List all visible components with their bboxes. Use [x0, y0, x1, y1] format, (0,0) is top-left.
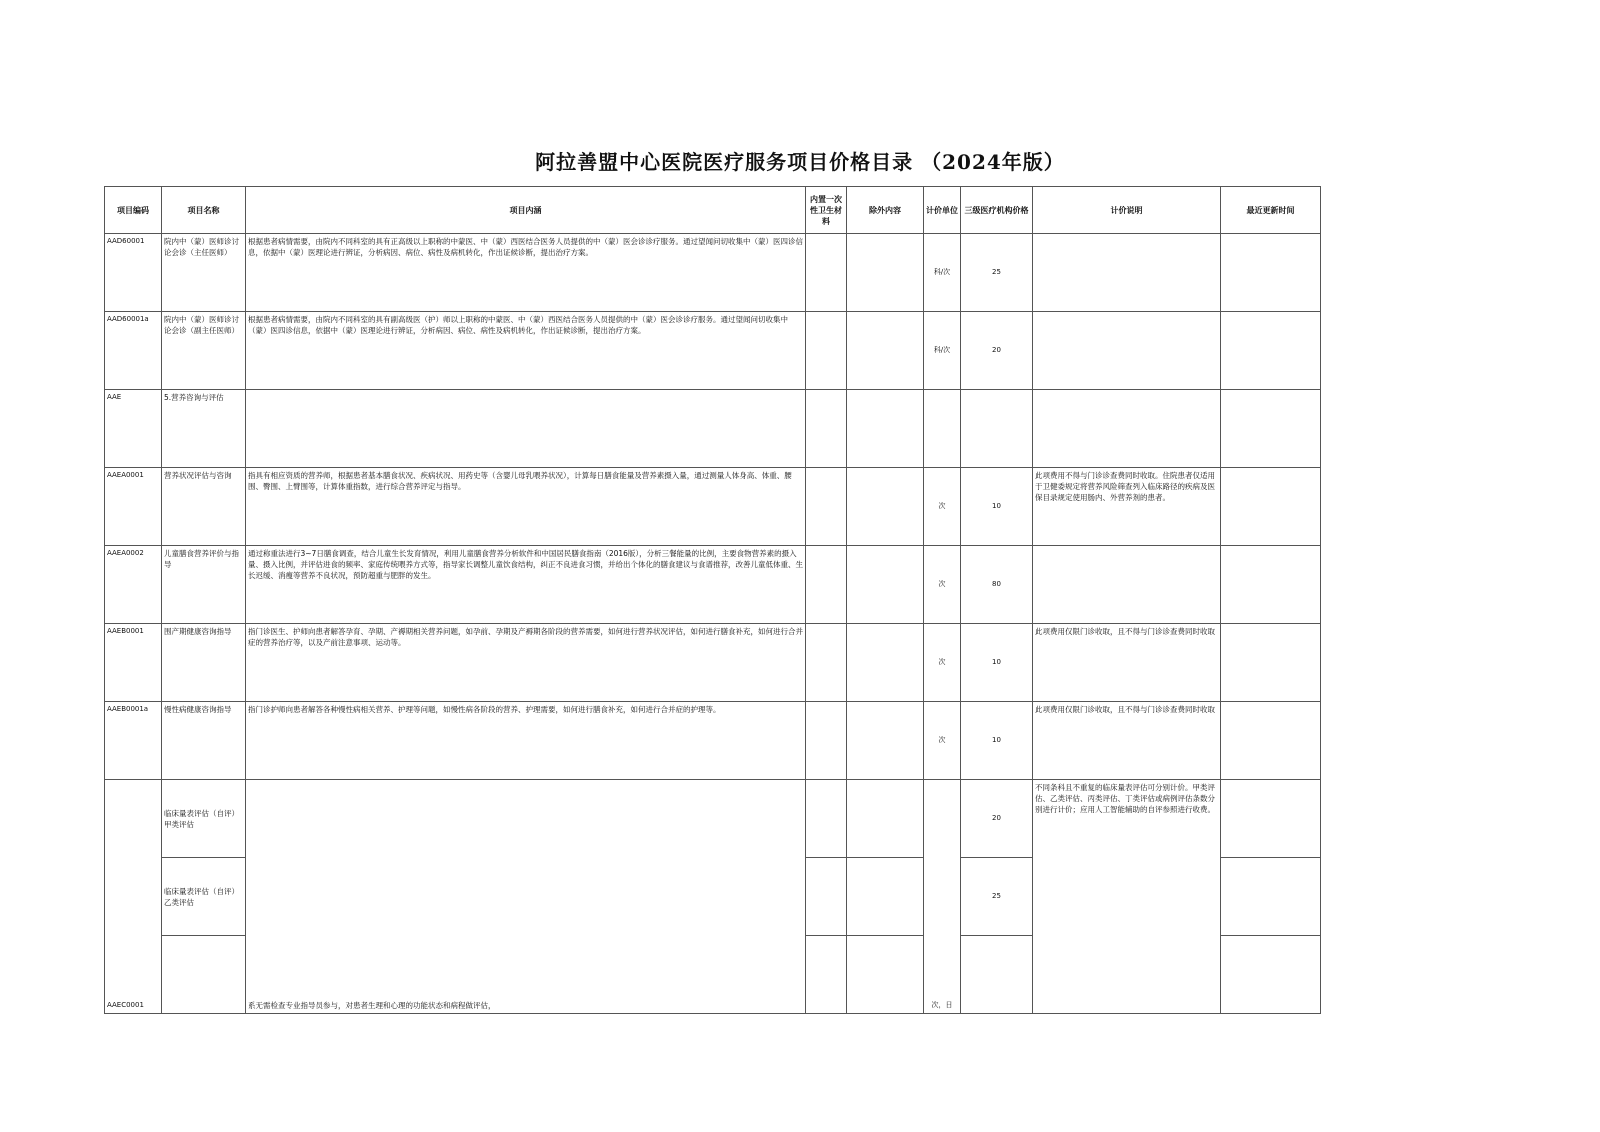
col-header-price: 三级医疗机构价格 — [961, 187, 1033, 234]
cell-material — [806, 702, 847, 780]
table-row — [105, 780, 1321, 858]
cell-price: 25 — [961, 858, 1033, 936]
col-header-content: 项目内涵 — [246, 187, 806, 234]
cell-name — [162, 936, 246, 1014]
cell-content: 系无需检查专业指导员参与，对患者生理和心理的功能状态和病程做评估， — [246, 780, 806, 1014]
cell-code: AAD60001a — [105, 312, 162, 390]
cell-note: 此项费用仅限门诊收取，且不得与门诊诊查费同时收取 — [1033, 702, 1221, 780]
cell-material — [806, 234, 847, 312]
cell-name: 临床量表评估（自评）甲类评估 — [162, 780, 246, 858]
cell-exclusion — [847, 312, 924, 390]
table-row — [105, 234, 1321, 312]
cell-material — [806, 468, 847, 546]
cell-content: 指门诊医生、护师向患者解答孕育、孕期、产褥期相关营养问题，如孕前、孕期及产褥期各阶段的营养需要，如何进行营养状况评估，如何进行膳食补充，如何进行合并症的营养治疗等，以及产前注意事项、运动等。 — [246, 624, 806, 702]
cell-name: 儿童膳食营养评价与指导 — [162, 546, 246, 624]
cell-note: 不同条科且不重复的临床量表评估可分别计价。甲类评估、乙类评估、丙类评估、丁类评估或病例评估条数分别进行计价；应用人工智能辅助的自评参照进行收费。 — [1033, 780, 1221, 1014]
cell-code: AAE — [105, 390, 162, 468]
cell-exclusion — [847, 468, 924, 546]
table-row — [105, 702, 1321, 780]
cell-name: 慢性病健康咨询指导 — [162, 702, 246, 780]
cell-updated — [1221, 780, 1321, 858]
cell-updated — [1221, 312, 1321, 390]
col-header-material: 内置一次性卫生材料 — [806, 187, 847, 234]
cell-price — [961, 390, 1033, 468]
cell-unit: 科/次 — [924, 234, 961, 312]
cell-note — [1033, 390, 1221, 468]
cell-exclusion — [847, 780, 924, 858]
cell-material — [806, 780, 847, 858]
col-header-name: 项目名称 — [162, 187, 246, 234]
cell-unit — [924, 390, 961, 468]
header-row — [105, 187, 1321, 234]
cell-updated — [1221, 390, 1321, 468]
cell-note: 此项费用仅限门诊收取，且不得与门诊诊查费同时收取 — [1033, 624, 1221, 702]
cell-name: 临床量表评估（自评）乙类评估 — [162, 858, 246, 936]
cell-unit: 次 — [924, 546, 961, 624]
cell-exclusion — [847, 702, 924, 780]
cell-note — [1033, 234, 1221, 312]
cell-price: 10 — [961, 702, 1033, 780]
cell-unit: 次 — [924, 624, 961, 702]
col-header-unit: 计价单位 — [924, 187, 961, 234]
cell-note: 此项费用不得与门诊诊查费同时收取。住院患者仅适用于卫健委规定将营养风险筛查列入临床路径的疾病及医保目录规定使用肠内、外营养剂的患者。 — [1033, 468, 1221, 546]
cell-price: 10 — [961, 468, 1033, 546]
cell-note — [1033, 546, 1221, 624]
cell-updated — [1221, 858, 1321, 936]
cell-name: 院内中（蒙）医师诊讨论会诊（主任医师） — [162, 234, 246, 312]
cell-updated — [1221, 624, 1321, 702]
cell-unit: 次，日 — [924, 780, 961, 1014]
table-row — [105, 390, 1321, 468]
cell-updated — [1221, 702, 1321, 780]
cell-material — [806, 546, 847, 624]
table-row — [105, 312, 1321, 390]
cell-updated — [1221, 468, 1321, 546]
cell-unit: 科/次 — [924, 312, 961, 390]
cell-price — [961, 936, 1033, 1014]
cell-content: 指具有相应资质的营养师，根据患者基本膳食状况、疾病状况、用药史等（含婴儿母乳喂养状况），计算每日膳食能量及营养素摄入量，通过测量人体身高、体重、腰围、臀围、上臂围等，计算体重指数，进行综合营养评定与指导。 — [246, 468, 806, 546]
document-title: 阿拉善盟中心医院医疗服务项目价格目录 （2024年版） — [535, 150, 1065, 174]
col-header-exclusion: 除外内容 — [847, 187, 924, 234]
col-header-note: 计价说明 — [1033, 187, 1221, 234]
col-header-code: 项目编码 — [105, 187, 162, 234]
cell-material — [806, 390, 847, 468]
cell-code: AAEA0001 — [105, 468, 162, 546]
cell-code: AAEC0001 — [105, 780, 162, 1014]
cell-material — [806, 624, 847, 702]
cell-price: 20 — [961, 312, 1033, 390]
cell-content: 根据患者病情需要，由院内不同科室的具有正高级以上职称的中蒙医、中（蒙）西医结合医务人员提供的中（蒙）医会诊诊疗服务。通过望闻问切收集中（蒙）医四诊信息，依据中（蒙）医理论进行辨证，分析病因、病位、病性及病机转化，作出证候诊断，提出治疗方案。 — [246, 234, 806, 312]
cell-exclusion — [847, 624, 924, 702]
cell-material — [806, 312, 847, 390]
table-row — [105, 546, 1321, 624]
cell-updated — [1221, 936, 1321, 1014]
table-row — [105, 624, 1321, 702]
cell-exclusion — [847, 234, 924, 312]
cell-content: 通过称重法进行3~7日膳食调查，结合儿童生长发育情况，利用儿童膳食营养分析软件和中国居民膳食指南（2016版），分析三餐能量的比例，主要食物营养素的摄入量、摄入比例，并评估进食的频率、家庭传统喂养方式等，指导家长调整儿童饮食结构，纠正不良进食习惯，并给出个体化的膳食建议与食谱推荐，改善儿童低体重、生长迟缓、消瘦等营养不良状况，预防超重与肥胖的发生。 — [246, 546, 806, 624]
cell-exclusion — [847, 858, 924, 936]
cell-unit: 次 — [924, 702, 961, 780]
cell-material — [806, 936, 847, 1014]
cell-exclusion — [847, 936, 924, 1014]
cell-exclusion — [847, 546, 924, 624]
cell-updated — [1221, 234, 1321, 312]
cell-name: 围产期健康咨询指导 — [162, 624, 246, 702]
cell-name: 5.营养咨询与评估 — [162, 390, 246, 468]
col-header-updated: 最近更新时间 — [1221, 187, 1321, 234]
cell-price: 80 — [961, 546, 1033, 624]
cell-unit: 次 — [924, 468, 961, 546]
cell-content — [246, 390, 806, 468]
cell-price: 20 — [961, 780, 1033, 858]
cell-code: AAEB0001 — [105, 624, 162, 702]
price-table-container — [104, 186, 1320, 1010]
cell-content: 指门诊护师向患者解答各种慢性病相关营养、护理等问题，如慢性病各阶段的营养、护理需要，如何进行膳食补充，如何进行合并症的护理等。 — [246, 702, 806, 780]
table-row — [105, 468, 1321, 546]
cell-exclusion — [847, 390, 924, 468]
cell-code: AAEB0001a — [105, 702, 162, 780]
cell-price: 25 — [961, 234, 1033, 312]
cell-content: 根据患者病情需要，由院内不同科室的具有副高级医（护）师以上职称的中蒙医、中（蒙）西医结合医务人员提供的中（蒙）医会诊诊疗服务。通过望闻问切收集中（蒙）医四诊信息，依据中（蒙）医理论进行辨证，分析病因、病位、病性及病机转化，作出证候诊断，提出治疗方案。 — [246, 312, 806, 390]
cell-material — [806, 858, 847, 936]
cell-name: 营养状况评估与咨询 — [162, 468, 246, 546]
cell-price: 10 — [961, 624, 1033, 702]
cell-note — [1033, 312, 1221, 390]
cell-code: AAD60001 — [105, 234, 162, 312]
cell-name: 院内中（蒙）医师诊讨论会诊（副主任医师） — [162, 312, 246, 390]
price-table — [104, 186, 1321, 1014]
cell-code: AAEA0002 — [105, 546, 162, 624]
cell-updated — [1221, 546, 1321, 624]
